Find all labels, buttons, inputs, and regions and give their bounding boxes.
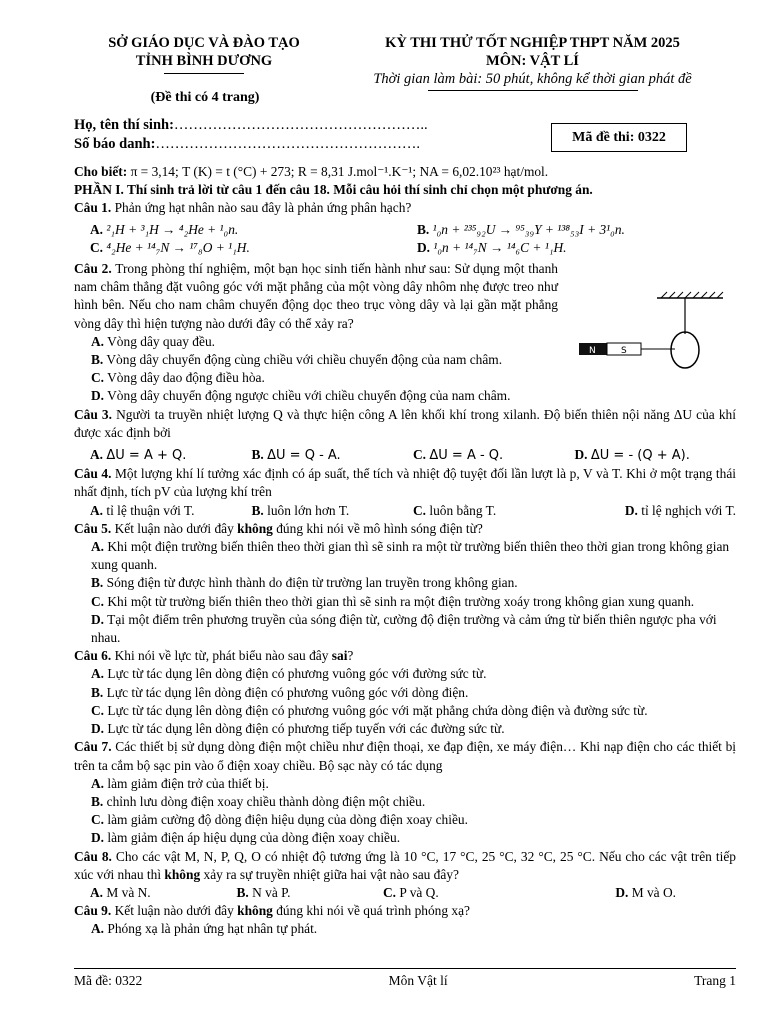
q6-option-d: D. Lực từ tác dụng lên dòng điện có phương tiếp tuyến với các đường sức từ. [91,721,505,737]
exam-code-box: Mã đề thi: 0322 [551,123,687,152]
q7-option-c: C. làm giảm cường độ dòng điện hiệu dụng của dòng điện xoay chiều. [91,812,468,828]
question-9: Câu 9. Kết luận nào dưới đây không đúng khi nói về quá trình phóng xạ? [74,903,470,919]
q5-option-a: A. Khi một điện trường biến thiên theo thời gian thì sẽ sinh ra một từ trường biến thiên theo thời gian trong không gian xung quanh. [91,539,730,573]
q1-option-c: C. ⁴₂He + ¹⁴₇N → ¹⁷₈O + ¹₁H. [90,239,250,255]
q2-option-b: B. Vòng dây chuyển động cùng chiều với chiều chuyển động của nam châm. [91,352,503,368]
q2-option-c: C. Vòng dây dao động điều hòa. [91,370,265,386]
q4-option-b: B. luôn lớn hơn T. [251,502,350,518]
time-divider [428,90,638,91]
subject-title: MÔN: VẬT LÍ [486,53,579,69]
q3-option-a: A. ΔU = A + Q. [90,447,187,464]
candidate-id-line [74,136,420,153]
q2-option-d: D. Vòng dây chuyển động ngược chiều với chiều chuyển động của nam châm. [91,388,511,404]
question-8-options [74,884,736,902]
question-6: Câu 6. Khi nói về lực từ, phát biểu nào sau đây sai? [74,648,354,664]
aluminium-ring [671,332,699,368]
question-1: Câu 1. Phản ứng hạt nhân nào sau đây là phản ứng phân hạch? [74,200,412,216]
q9-option-a: A. Phóng xạ là phản ứng hạt nhân tự phát. [91,921,318,937]
question-4-options [74,502,736,520]
given-label: Cho biết: [74,164,128,179]
footer-subject: Môn Vật lí [388,973,448,988]
question-3-options [74,446,736,465]
question-7: Câu 7. Các thiết bị sử dụng dòng điện một chiều như điện thoại, xe đạp điện, xe máy điện… Khi nạp điện cho các thiết bị trên ta cắm bộ sạc pin vào ổ điện xoay chiều. Bộ sạc này có tác dụng [74,739,736,773]
department-name: SỞ GIÁO DỤC VÀ ĐÀO TẠO [108,35,300,51]
q5-option-d: D. Tại một điểm trên phương truyền của sóng điện từ, cường độ điện trường và cảm ứng từ biến thiên ngược pha với nhau. [91,611,717,646]
candidate-id-dots: ………………………………………………. [155,136,421,152]
footer-page-number: Trang 1 [694,973,736,988]
q1-option-d: D. ¹₀n + ¹⁴₇N → ¹⁴₆C + ¹₁H. [417,239,567,255]
q4-option-c: C. luôn bằng T. [413,502,497,518]
q8-option-a: A. M và N. [90,884,151,900]
q3-option-d: D. ΔU = - (Q + A). [574,447,690,464]
question-3: Câu 3. Người ta truyền nhiệt lượng Q và thực hiện công A lên khối khí trong xilanh. Độ biến thiên nội năng ΔU của khí được xác định bởi [74,406,736,440]
candidate-name-line [74,117,428,134]
q3-option-b: B. ΔU = Q - A. [251,447,341,464]
candidate-name-label: Họ, tên thí sinh: [74,117,174,133]
footer-exam-code: Mã đề: 0322 [74,973,143,988]
q5-option-c: C. Khi một từ trường biến thiên theo thời gian thì sẽ sinh ra một điện trường xoáy trong không gian xung quanh. [91,593,695,609]
q7-option-a: A. làm giảm điện trở của thiết bị. [91,775,269,791]
time-note: Thời gian làm bài: 50 phút, không kể thời gian phát đề [373,71,692,87]
given-text: π = 3,14; T (K) = t (°C) + 273; R = 8,31 J.mol⁻¹.K⁻¹; NA = 6,02.10²³ hạt/mol. [130,164,549,179]
magnet-s-label: S [621,346,627,356]
q7-option-b: B. chỉnh lưu dòng điện xoay chiều thành dòng điện một chiều. [91,793,426,809]
candidate-id-label: Số báo danh: [74,136,156,152]
exam-title: KỲ THI THỬ TỐT NGHIỆP THPT NĂM 2025 [385,35,680,51]
q6-option-b: B. Lực từ tác dụng lên dòng điện có phương vuông góc với dòng điện. [91,684,469,700]
page-footer [74,968,736,989]
candidate-name-dots: …………………………………………….. [173,117,428,133]
exam-content [74,163,736,939]
pages-note: (Đề thi có 4 trang) [150,90,260,105]
question-4: Câu 4. Một lượng khí lí tưởng xác định có áp suất, thể tích và nhiệt độ tuyệt đối lần lượt là p, V và T. Khi ở một trạng thái nhất định, tích pV của lượng khí trên [74,466,736,500]
q6-option-c: C. Lực từ tác dụng lên dòng điện có phương vuông góc với mặt phẳng chứa dòng điện và đường sức từ. [91,702,648,718]
magnet-ring-figure [575,282,735,387]
part1-heading: PHẦN I. Thí sinh trả lời từ câu 1 đến câu 18. Mỗi câu hỏi thí sinh chỉ chọn một phương án. [74,182,593,198]
q8-option-c: C. P và Q. [383,884,439,900]
exam-header [330,34,735,91]
question-1-options-row2 [74,239,736,257]
province-name: TỈNH BÌNH DƯƠNG [135,53,273,69]
q3-option-c: C. ΔU = A - Q. [413,447,504,464]
q4-option-a: A. tỉ lệ thuận với T. [90,502,195,518]
q6-option-a: A. Lực từ tác dụng lên dòng điện có phương vuông góc với đường sức từ. [91,666,487,682]
question-5: Câu 5. Kết luận nào dưới đây không đúng khi nói về mô hình sóng điện từ? [74,520,483,536]
q8-option-d: D. M và O. [615,884,676,900]
question-8: Câu 8. Cho các vật M, N, P, Q, O có nhiệt độ tương ứng là 10 °C, 17 °C, 25 °C, 32 °C, 25 °C. Nếu cho các vật trên tiếp xúc với nhau thì không xảy ra sự truyền nhiệt giữa hai vật nào sau đây? [74,848,736,882]
q2-option-a: A. Vòng dây quay đều. [91,333,215,349]
given-constants [74,163,736,181]
q7-option-d: D. làm giảm điện áp hiệu dụng của dòng điện xoay chiều. [91,830,401,846]
school-header [84,34,324,74]
q1-option-a: A. ²₁H + ³₁H → ⁴₂He + ¹₀n. [90,221,239,237]
q4-option-d: D. tỉ lệ nghịch với T. [624,502,736,518]
q8-option-b: B. N và P. [236,884,291,900]
question-2: Câu 2. Trong phòng thí nghiệm, một bạn học sinh tiến hành như sau: Sử dụng một thanh nam châm thẳng đặt vuông góc với mặt phẳng của một vòng dây nhôm nhẹ được treo như hình bên. Nếu cho nam châm chuyển động dọc theo trục vòng dây và lại gần mặt phẳng vòng dây thì hiện tượng nào dưới đây có thể xảy ra? [74,261,558,331]
question-1-options-row1 [74,221,736,239]
header-divider [164,73,244,74]
q1-option-b: B. ¹₀n + ²³⁵₉₂U → ⁹⁵₃₉Y + ¹³⁸₅₃I + 3¹₀n. [417,221,625,237]
q5-option-b: B. Sóng điện từ được hình thành do điện từ trường lan truyền trong không gian. [91,575,518,591]
magnet-n-label: N [589,346,596,356]
